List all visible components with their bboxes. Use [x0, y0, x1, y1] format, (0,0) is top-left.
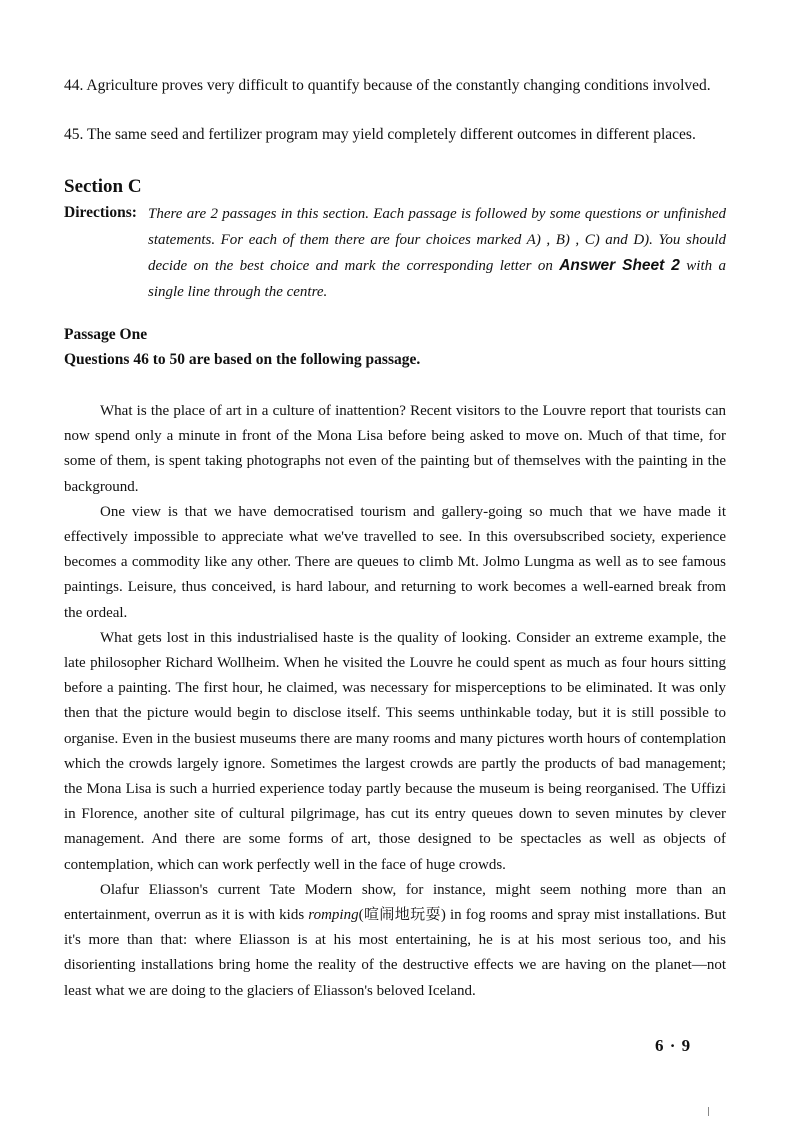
statement-45: 45. The same seed and fertilizer program may yield completely different outcomes in different places. [64, 126, 696, 143]
passage-title: Passage One [64, 326, 148, 343]
answer-sheet-label: Answer Sheet 2 [559, 257, 680, 274]
paragraph-4-start: Olafur Eliasson's current Tate Modern show, for instance, might seem nothing more than an entertainment, overrun as it is with kids [64, 881, 726, 924]
directions-text [148, 202, 726, 305]
paragraph-4 [64, 878, 726, 1004]
paragraph-4-end: in fog rooms and spray mist installations. But it's more than that: where Eliasson is at his most entertaining, he is at his most serious too, and his disorienting installations bring home the reality of the destructive effects we are having on the planet—not least what we are doing to the glaciers of Eliasson's beloved Iceland. [64, 907, 726, 999]
passage-questions-line: Questions 46 to 50 are based on the following passage. [64, 351, 421, 368]
paragraph-4-gloss: (喧闹地玩耍) [358, 907, 446, 924]
section-title: Section C [64, 176, 142, 197]
directions-part1: There are 2 passages in this section. Each passage is followed by some questions or unfinished statements. For each of them there are four choices marked A) , B) , C) and D). You should decide on the best choice and mark the corresponding letter on [148, 206, 726, 274]
paragraph-2: One view is that we have democratised tourism and gallery-going so much that we have made it effectively impossible to appreciate what we've travelled to see. In this oversubscribed society, experience becomes a commodity like any other. There are queues to climb Mt. Jolmo Lungma as well as to see famous paintings. Leisure, thus conceived, is hard labour, and returning to work becomes a well-earned break from the ordeal. [64, 503, 726, 621]
scan-mark [708, 1107, 709, 1116]
directions-label: Directions: [64, 204, 137, 221]
directions-part2: with a single line through the centre. [148, 258, 727, 300]
paragraph-3: What gets lost in this industrialised haste is the quality of looking. Consider an extreme example, the late philosopher Richard Wollheim. When he visited the Louvre he could spent as much as four hours sitting before a painting. The first hour, he claimed, was necessary for misperceptions to be eliminated. It was only then that the picture would begin to disclose itself. This seems unthinkable today, but it is still possible to organise. Even in the busiest museums there are many rooms and many pictures worth hours of contemplation which the crowds largely ignore. Sometimes the largest crowds are partly the products of bad management; the Mona Lisa is such a hurried experience today partly because the museum is being reorganised. The Uffizi in Florence, another site of cultural pilgrimage, has cut its entry queues down to seven minutes by clever management. And there are some forms of art, those designed to be spectacles as well as objects of contemplation, which can work perfectly well in the face of huge crowds. [64, 629, 726, 873]
passage-body [64, 399, 726, 1004]
page-number: 6 · 9 [655, 1036, 692, 1055]
paragraph-1: What is the place of art in a culture of inattention? Recent visitors to the Louvre report that tourists can now spend only a minute in front of the Mona Lisa before being asked to move on. Much of that time, for some of them, is spent taking photographs not even of the painting but of themselves with the painting in the background. [64, 403, 726, 495]
statement-44: 44. Agriculture proves very difficult to quantify because of the constantly changing conditions involved. [64, 77, 711, 94]
paragraph-4-italic-word: romping [308, 907, 359, 924]
